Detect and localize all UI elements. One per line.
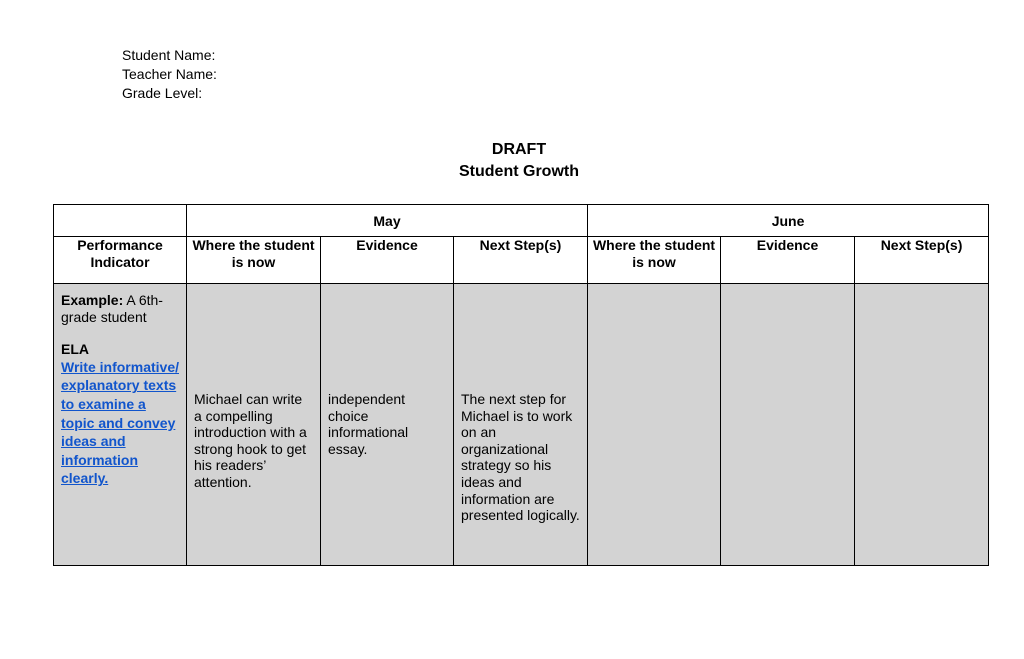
may-evidence-text: independent choice informational essay. <box>328 391 409 457</box>
june-evidence-header: Evidence <box>721 237 855 284</box>
may-next-steps-cell[interactable] <box>454 284 588 566</box>
may-where-now-text: Michael can write a compelling introduction with a strong hook to get his readers’ attention. <box>194 391 307 490</box>
teacher-name-label: Teacher Name: <box>122 66 217 82</box>
month-june-header: June <box>588 205 989 237</box>
example-text: A 6th-grade student <box>61 292 163 325</box>
may-evidence-cell[interactable] <box>321 284 454 566</box>
may-evidence-header: Evidence <box>321 237 454 284</box>
example-description <box>61 292 179 325</box>
june-where-now-header: Where the student is now <box>588 237 721 284</box>
empty-corner-cell <box>54 205 187 237</box>
example-label: Example: <box>61 292 124 308</box>
grade-level-label: Grade Level: <box>122 85 203 101</box>
month-may-header: May <box>187 205 588 237</box>
june-where-now-cell[interactable] <box>588 284 721 566</box>
may-next-steps-header: Next Step(s) <box>454 237 588 284</box>
header-fields <box>122 46 217 103</box>
student-growth-title: Student Growth <box>459 163 579 180</box>
month-header-row <box>54 205 989 237</box>
subject-label: ELA <box>61 341 89 358</box>
june-next-steps-header: Next Step(s) <box>855 237 989 284</box>
june-next-steps-cell[interactable] <box>855 284 989 566</box>
student-name-label: Student Name: <box>122 47 216 63</box>
example-row <box>54 284 989 566</box>
june-evidence-cell[interactable] <box>721 284 855 566</box>
column-header-row <box>54 237 989 284</box>
may-where-now-cell[interactable] <box>187 284 321 566</box>
draft-title: DRAFT <box>491 141 547 158</box>
standard-link[interactable]: Write informative/ explanatory texts to examine a topic and convey ideas and information clearly. <box>61 358 179 487</box>
may-where-now-header: Where the student is now <box>187 237 321 284</box>
may-next-steps-text: The next step for Michael is to work on an organizational strategy so his ideas and information are presented logically. <box>461 391 580 524</box>
performance-indicator-cell <box>54 284 187 566</box>
performance-indicator-header: Performance Indicator <box>54 237 187 284</box>
student-growth-table <box>53 204 989 566</box>
